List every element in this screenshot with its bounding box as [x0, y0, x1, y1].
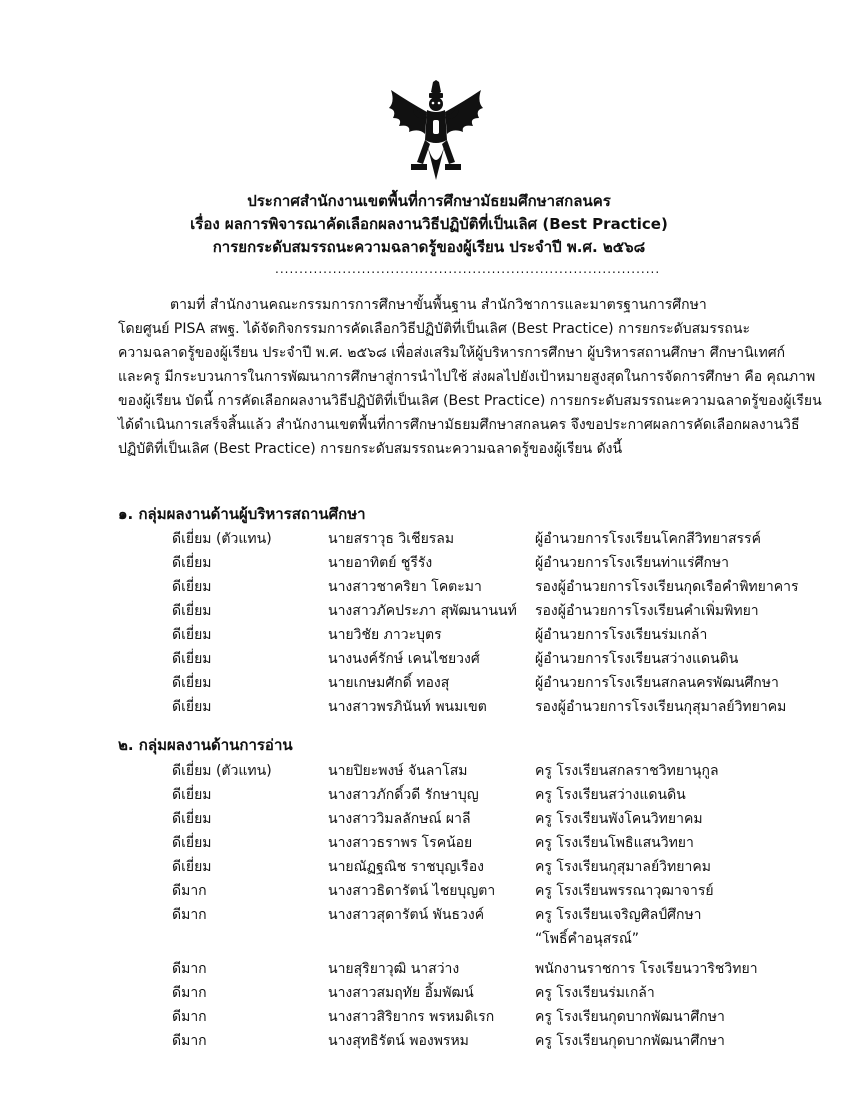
award-level: ดีเยี่ยม	[172, 787, 212, 803]
person-name: นายณัฏฐณิช ราชบุญเรือง	[328, 859, 484, 875]
award-level: ดีเยี่ยม	[172, 555, 212, 571]
person-name: นายปิยะพงษ์ จันลาโสม	[328, 763, 468, 779]
garuda-emblem-icon	[383, 80, 489, 186]
award-level: ดีเยี่ยม	[172, 859, 212, 875]
table-row	[0, 647, 858, 671]
intro-line: โดยศูนย์ PISA สพฐ. ได้จัดกิจกรรมการคัดเลือกวิธีปฏิบัติที่เป็นเลิศ (Best Practice) การยกระดับสมรรถนะ	[118, 321, 751, 337]
intro-line: ปฏิบัติที่เป็นเลิศ (Best Practice) การยกระดับสมรรถนะความฉลาดรู้ของผู้เรียน ดังนี้	[118, 441, 623, 457]
announcement-topic: การยกระดับสมรรถนะความฉลาดรู้ของผู้เรียน ประจำปี พ.ศ. ๒๕๖๘	[212, 238, 646, 256]
intro-line: ความฉลาดรู้ของผู้เรียน ประจำปี พ.ศ. ๒๕๖๘ เพื่อส่งเสริมให้ผู้บริหารการศึกษา ผู้บริหารสถานศึกษา ศึกษานิเทศก์	[118, 345, 786, 361]
person-position: ผู้อำนวยการโรงเรียนร่มเกล้า	[535, 627, 708, 643]
person-position: ครู โรงเรียนกุสุมาลย์วิทยาคม	[535, 859, 711, 875]
person-name: นางสุทธิรัตน์ พองพรหม	[328, 1033, 469, 1049]
table-row	[0, 855, 858, 879]
table-row	[0, 981, 858, 1005]
award-level: ดีเยี่ยม	[172, 603, 212, 619]
person-position: ครู โรงเรียนพังโคนวิทยาคม	[535, 811, 703, 827]
table-row	[0, 527, 858, 551]
table-row	[0, 879, 858, 903]
table-row	[0, 1029, 858, 1053]
person-position: ครู โรงเรียนพรรณาวุฒาจารย์	[535, 883, 714, 899]
award-level: ดีมาก	[172, 883, 207, 899]
table-row	[0, 623, 858, 647]
table-row	[0, 759, 858, 783]
table-row	[0, 671, 858, 695]
table-row	[0, 783, 858, 807]
person-position: ครู โรงเรียนโพธิแสนวิทยา	[535, 835, 694, 851]
person-position: รองผู้อำนวยการโรงเรียนคำเพิ่มพิทยา	[535, 603, 759, 619]
person-position: พนักงานราชการ โรงเรียนวาริชวิทยา	[535, 961, 758, 977]
person-name: นางสาววิมลลักษณ์ ผาลี	[328, 811, 471, 827]
person-position: ผู้อำนวยการโรงเรียนโคกสีวิทยาสรรค์	[535, 531, 761, 547]
person-name: นางสาวสุดารัตน์ พันธวงค์	[328, 907, 485, 923]
person-name: นายอาทิตย์ ชูรีรัง	[328, 555, 433, 571]
person-name: นางสาวพรภินันท์ พนมเขต	[328, 699, 487, 715]
table-row	[0, 957, 858, 981]
award-level: ดีเยี่ยม	[172, 651, 212, 667]
award-level: ดีเยี่ยม	[172, 811, 212, 827]
person-position: ครู โรงเรียนสกลราชวิทยานุกูล	[535, 763, 719, 779]
award-level: ดีเยี่ยม (ตัวแทน)	[172, 531, 272, 547]
award-level: ดีมาก	[172, 1033, 207, 1049]
person-name: นางสาวชาคริยา โคตะมา	[328, 579, 482, 595]
person-position: “โพธิ์คำอนุสรณ์”	[535, 931, 640, 947]
person-position: รองผู้อำนวยการโรงเรียนกุดเรือคำพิทยาคาร	[535, 579, 799, 595]
person-name: นางสาวธราพร โรคน้อย	[328, 835, 473, 851]
award-level: ดีเยี่ยม	[172, 699, 212, 715]
award-level: ดีมาก	[172, 961, 207, 977]
person-position: ครู โรงเรียนสว่างแดนดิน	[535, 787, 686, 803]
award-level: ดีมาก	[172, 985, 207, 1001]
dotted-separator: ................................................................................	[275, 262, 661, 276]
person-name: นายสุริยาวุฒิ นาสว่าง	[328, 961, 460, 977]
table-row-continuation	[0, 927, 858, 951]
table-row	[0, 695, 858, 719]
person-position: ครู โรงเรียนเจริญศิลป์ศึกษา	[535, 907, 702, 923]
person-position: ผู้อำนวยการโรงเรียนท่าแร่ศึกษา	[535, 555, 730, 571]
person-name: นายสราวุธ วิเชียรลม	[328, 531, 455, 547]
section-title-administrators: ๑. กลุ่มผลงานด้านผู้บริหารสถานศึกษา	[118, 505, 366, 523]
person-name: นางสาวธิดารัตน์ ไชยบุญตา	[328, 883, 496, 899]
intro-line: ของผู้เรียน บัดนี้ การคัดเลือกผลงานวิธีปฏิบัติที่เป็นเลิศ (Best Practice) การยกระดับสมรรถนะความฉลาดรู้ของผู้เรียน	[118, 393, 822, 409]
award-level: ดีเยี่ยม	[172, 579, 212, 595]
table-row	[0, 807, 858, 831]
person-name: นางสาวภักดิ์วดี รักษาบุญ	[328, 787, 479, 803]
award-level: ดีเยี่ยม	[172, 835, 212, 851]
award-level: ดีมาก	[172, 907, 207, 923]
award-level: ดีมาก	[172, 1009, 207, 1025]
person-name: นายวิชัย ภาวะบุตร	[328, 627, 442, 643]
person-name: นางสาวสมฤทัย อิ้มพัฒน์	[328, 985, 474, 1001]
person-name: นางสาวภัคประภา สุพัฒนานนท์	[328, 603, 517, 619]
intro-line: และครู มีกระบวนการในการพัฒนาการศึกษาสู่การนำไปใช้ ส่งผลไปยังเป้าหมายสูงสุดในการจัดการศึกษา คือ คุณภาพ	[118, 369, 816, 385]
table-row	[0, 1005, 858, 1029]
person-position: รองผู้อำนวยการโรงเรียนกุสุมาลย์วิทยาคม	[535, 699, 787, 715]
person-position: ครู โรงเรียนร่มเกล้า	[535, 985, 655, 1001]
person-position: ครู โรงเรียนกุดบากพัฒนาศึกษา	[535, 1009, 725, 1025]
table-row	[0, 599, 858, 623]
table-row	[0, 831, 858, 855]
announcement-subject: เรื่อง ผลการพิจารณาคัดเลือกผลงานวิธีปฏิบัติที่เป็นเลิศ (Best Practice)	[190, 215, 668, 233]
person-name: นางสาวสิริยากร พรหมดิเรก	[328, 1009, 495, 1025]
section-title-reading: ๒. กลุ่มผลงานด้านการอ่าน	[118, 736, 293, 754]
award-level: ดีเยี่ยม	[172, 627, 212, 643]
person-name: นางนงค์รักษ์ เคนไชยวงศ์	[328, 651, 480, 667]
award-level: ดีเยี่ยม	[172, 675, 212, 691]
intro-paragraph	[118, 293, 822, 461]
table-row	[0, 575, 858, 599]
intro-line: ได้ดำเนินการเสร็จสิ้นแล้ว สำนักงานเขตพื้นที่การศึกษามัธยมศึกษาสกลนคร จึงขอประกาศผลการคัดเลือกผลงานวิธี	[118, 417, 800, 433]
table-row	[0, 551, 858, 575]
person-position: ครู โรงเรียนกุดบากพัฒนาศึกษา	[535, 1033, 725, 1049]
person-name: นายเกษมศักดิ์ ทองสุ	[328, 675, 450, 691]
award-level: ดีเยี่ยม (ตัวแทน)	[172, 763, 272, 779]
announcement-title: ประกาศสำนักงานเขตพื้นที่การศึกษามัธยมศึกษาสกลนคร	[247, 192, 611, 210]
person-position: ผู้อำนวยการโรงเรียนสว่างแดนดิน	[535, 651, 739, 667]
table-row	[0, 903, 858, 927]
intro-line: ตามที่ สำนักงานคณะกรรมการการศึกษาขั้นพื้นฐาน สำนักวิชาการและมาตรฐานการศึกษา	[170, 297, 707, 313]
person-position: ผู้อำนวยการโรงเรียนสกลนครพัฒนศึกษา	[535, 675, 779, 691]
